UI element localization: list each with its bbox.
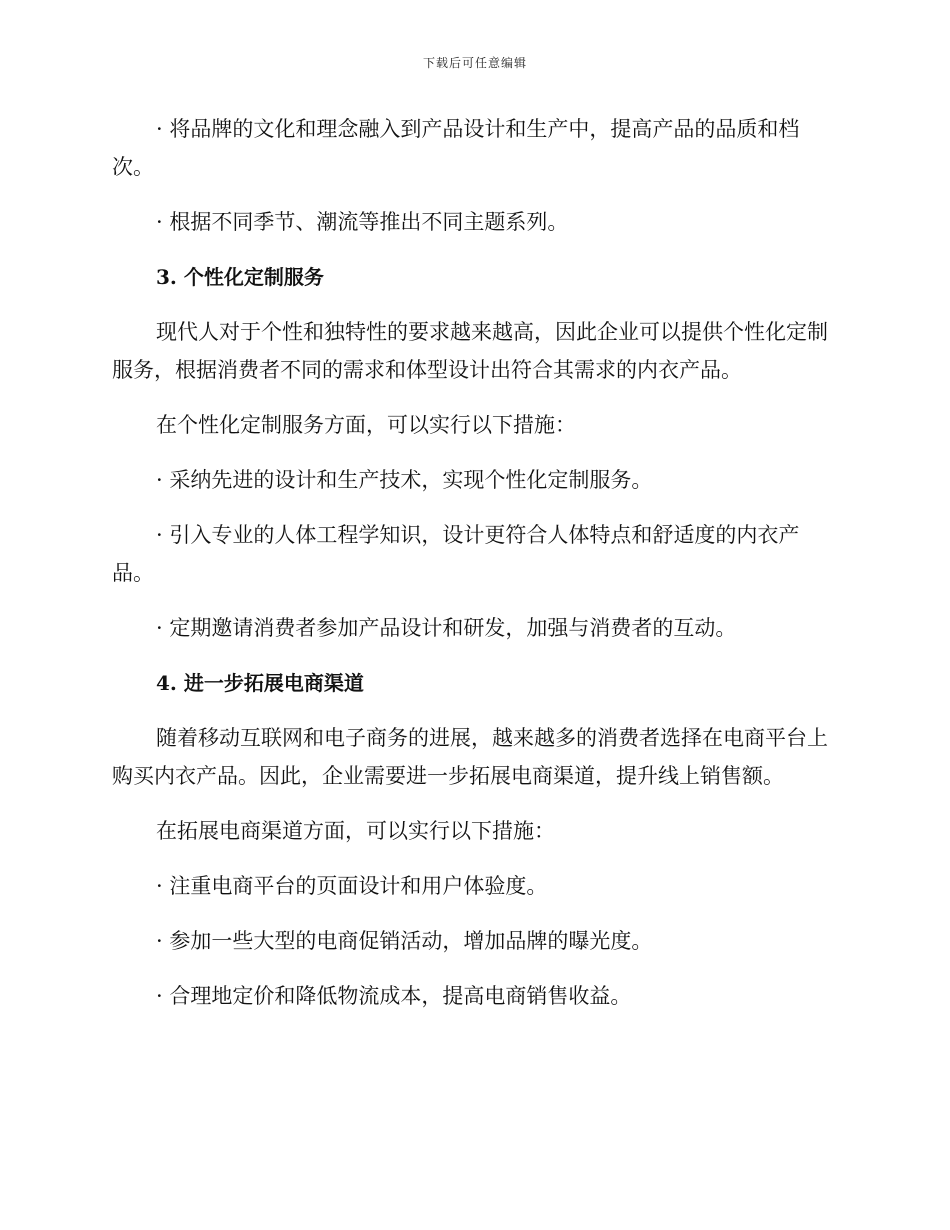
bullet-promotions: · 参加一些大型的电商促销活动，增加品牌的曝光度。 <box>156 929 653 953</box>
bullet-seasonal-series: · 根据不同季节、潮流等推出不同主题系列。 <box>156 210 569 234</box>
paragraph-custom-measures: 在个性化定制服务方面，可以实行以下措施： <box>156 413 576 437</box>
section-heading-custom-service: 3. 个性化定制服务 <box>156 265 324 289</box>
bullet-brand-culture: · 将品牌的文化和理念融入到产品设计和生产中，提高产品的品质和档次。 <box>112 117 800 179</box>
bullet-page-design: · 注重电商平台的页面设计和用户体验度。 <box>156 874 548 898</box>
paragraph-ecommerce-intro: 随着移动互联网和电子商务的进展，越来越多的消费者选择在电商平台上购买内衣产品。因此，企业需要进一步拓展电商渠道，提升线上销售额。 <box>112 726 828 788</box>
bullet-consumer-participation: · 定期邀请消费者参加产品设计和研发，加强与消费者的互动。 <box>156 616 737 640</box>
section-heading-ecommerce: 4. 进一步拓展电商渠道 <box>156 671 364 695</box>
paragraph-ecommerce-measures: 在拓展电商渠道方面，可以实行以下措施： <box>156 819 555 843</box>
paragraph-custom-intro: 现代人对于个性和独特性的要求越来越高，因此企业可以提供个性化定制服务，根据消费者不同的需求和体型设计出符合其需求的内衣产品。 <box>112 320 828 382</box>
document-body <box>112 110 834 1032</box>
page-header: 下载后可任意编辑 <box>422 56 527 70</box>
bullet-advanced-tech: · 采纳先进的设计和生产技术，实现个性化定制服务。 <box>156 468 653 492</box>
bullet-pricing-logistics: · 合理地定价和降低物流成本，提高电商销售收益。 <box>156 984 632 1008</box>
bullet-ergonomics: · 引入专业的人体工程学知识，设计更符合人体特点和舒适度的内衣产品。 <box>112 523 800 585</box>
